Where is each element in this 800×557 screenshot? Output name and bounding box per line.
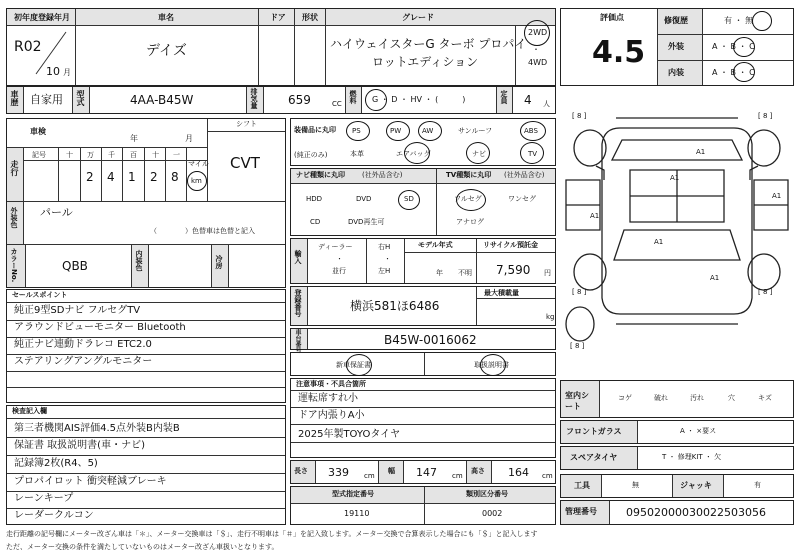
width-unit: cm [452, 472, 463, 480]
svg-text:[ 8 ]: [ 8 ] [758, 288, 773, 296]
caution-0: 運転席すれ小 [298, 393, 358, 404]
tv-fullseg: フルセグ [454, 195, 482, 203]
shape-label: 形状 [302, 13, 318, 22]
length-label: 長さ [294, 467, 308, 475]
digit-label-5: 十 [152, 151, 159, 159]
max-load-unit: kg [546, 313, 555, 321]
equip-tv: TV [528, 150, 538, 158]
sales-point-3: ステアリングアングルモニター [14, 356, 153, 367]
equipment-label: 装備品に丸印 [294, 126, 336, 134]
new-car-warranty: 新車保証書 [336, 361, 371, 369]
color-label: 外装色 [10, 207, 18, 228]
svg-text:A1: A1 [654, 238, 664, 246]
door-label: ドア [270, 13, 286, 22]
interior-grades: A ・ B ・ C [712, 68, 755, 77]
model-year-unknown: 不明 [458, 269, 472, 277]
caution-1: ドア内張りA小 [298, 410, 365, 421]
mgmt-number-label: 管理番号 [565, 507, 597, 516]
grade-line2: ロットエディション [372, 55, 479, 69]
tv-type-note: (社外品含む) [504, 171, 545, 179]
tv-type-label: TV種類に丸印 [446, 171, 492, 179]
equipment-sublabel: (純正のみ) [294, 151, 328, 159]
equip-ps: PS [352, 127, 361, 135]
handle-left: 左H [378, 267, 391, 275]
svg-text:[ 8 ]: [ 8 ] [572, 288, 587, 296]
length-value: 339 [328, 466, 349, 479]
svg-text:[ 8 ]: [ 8 ] [572, 112, 587, 120]
svg-text:A1: A1 [590, 212, 600, 220]
exterior-grades: A ・ B ・ C [712, 42, 755, 51]
drive-sep: ・ [532, 45, 540, 54]
digit-label-6: 一 [173, 151, 180, 159]
svg-text:[ 8 ]: [ 8 ] [758, 112, 773, 120]
usage-value: 自家用 [30, 93, 63, 106]
registration-label: 登録番号 [294, 289, 302, 317]
sheet-opt-2: 汚れ [690, 394, 704, 402]
cautions-label: 注意事項・不具合箇所 [296, 380, 366, 388]
svg-text:A1: A1 [772, 192, 782, 200]
car-name-label: 車名 [158, 13, 174, 22]
handle-right: 右H [378, 243, 391, 251]
mile-label: マイル [188, 160, 209, 168]
sales-point-1: アラウンドビューモニター Bluetooth [14, 322, 186, 333]
navi-dvd-play: DVD再生可 [348, 218, 385, 226]
inspection-label: 車検 [30, 127, 46, 136]
equip-sunroof: サンルーフ [458, 127, 493, 135]
shift-value: CVT [230, 154, 260, 172]
inspection-year-unit: 年 [130, 134, 138, 143]
navi-dvd: DVD [356, 195, 372, 203]
handle-sep: ・ [384, 255, 391, 263]
inspector-note-2: 記録簿2枚(R4、5) [14, 458, 98, 469]
cooler-label: 冷房 [215, 255, 223, 269]
car-diagram [560, 110, 794, 365]
color-no-label: カラーNo. [10, 248, 18, 283]
registration-value: 横浜581ほ6486 [350, 299, 440, 313]
equip-aw: AW [422, 127, 434, 135]
height-label: 高さ [471, 467, 485, 475]
grade-label: グレード [402, 13, 434, 22]
model-value: 4AA-B45W [130, 93, 194, 107]
category-number-value: 0002 [482, 509, 503, 518]
digit-3: 1 [128, 170, 136, 184]
navi-hdd: HDD [306, 195, 323, 203]
spare-tire-options: T ・ 修理KIT ・ 欠 [662, 453, 722, 461]
sheet-opt-4: キズ [758, 394, 772, 402]
first-reg-label: 初年度登録年月 [14, 13, 70, 22]
inspector-note-0: 第三者機関AIS評価4.5点外装B内装B [14, 423, 180, 434]
sheet-opt-0: コゲ [618, 394, 632, 402]
sheet-opt-3: 穴 [728, 394, 735, 402]
chassis-value: B45W-0016062 [384, 333, 477, 347]
model-year-unit: 年 [436, 269, 443, 277]
recycle-value: 7,590 [496, 263, 531, 277]
displacement-label: 排気量 [250, 88, 258, 109]
equip-airbag: エアバッグ [396, 150, 431, 158]
interior-label: 内装 [668, 68, 684, 77]
width-label: 幅 [388, 467, 395, 475]
sales-point-2: 純正ナビ連動ドラレコ ETC2.0 [14, 339, 152, 350]
digit-label-2: 万 [87, 151, 94, 159]
sheet-opt-1: 破れ [654, 394, 668, 402]
grade-line1: ハイウェイスターG ターボ プロパイ [330, 37, 527, 51]
inspector-note-1: 保証書 取扱説明書(車・ナビ) [14, 440, 145, 451]
svg-text:A1: A1 [696, 148, 706, 156]
equip-navi: ナビ [472, 150, 486, 158]
digit-5: 8 [171, 170, 179, 184]
height-value: 164 [508, 466, 529, 479]
spare-tire-label: スペアタイヤ [570, 453, 618, 462]
manual: 取扱説明書 [474, 361, 509, 369]
capacity-label: 定員 [500, 90, 508, 104]
height-unit: cm [542, 472, 553, 480]
tv-analog: アナログ [456, 218, 484, 226]
model-label: 型式 [76, 90, 85, 106]
caution-2: 2025年製TOYOタイヤ [298, 429, 401, 440]
model-year-label: モデル年式 [418, 241, 453, 249]
digit-2: 4 [107, 170, 115, 184]
first-reg-year: R02 [14, 39, 42, 55]
max-load-label: 最大積載量 [484, 289, 519, 297]
inspector-notes-label: 検査記入欄 [12, 407, 47, 415]
equip-abs: ABS [524, 127, 538, 135]
warranty-box [290, 352, 556, 376]
navi-sd: SD [404, 195, 414, 203]
first-reg-month: 10 [46, 65, 60, 78]
import-parallel: 並行 [332, 267, 346, 275]
svg-text:A1: A1 [670, 174, 680, 182]
displacement-value: 659 [288, 93, 311, 107]
km-label: km [191, 177, 202, 185]
color-no-value: QBB [62, 259, 88, 273]
inspector-note-4: レーンキープ [14, 493, 74, 504]
tv-oneseg: ワンセグ [508, 195, 536, 203]
svg-text:A1: A1 [710, 274, 720, 282]
category-number-label: 類別区分番号 [466, 490, 508, 498]
svg-text:[ 8 ]: [ 8 ] [570, 342, 585, 350]
repair-options: 有 ・ 無 [724, 16, 754, 25]
mgmt-number-value: 09502000030022503056 [626, 506, 766, 519]
type-designation-label: 型式指定番号 [332, 490, 374, 498]
color-value: パール [40, 206, 73, 219]
inspection-month-unit: 月 [185, 134, 193, 143]
digit-label-1: 十 [66, 151, 73, 159]
inspector-note-5: レーダークルコン [14, 510, 94, 521]
inspector-note-3: プロパイロット 衝突軽減ブレーキ [14, 476, 167, 487]
footer-line1: 走行距離の記号欄にメーター改ざん車は「＊」、メーター交換車は「＄」、走行不明車は「＃」を記入致します。メーター交換で合算表示した場合にも「＄」と記入します [6, 530, 538, 538]
import-label: 輸入 [294, 250, 302, 264]
interior-sheet-label: 室内シート [565, 391, 589, 411]
windshield-options: A ・ ×要ス [680, 427, 717, 435]
equip-leather: 本革 [350, 150, 364, 158]
chassis-label: 車台番号 [294, 329, 301, 353]
digit-label-3: 千 [108, 151, 115, 159]
exterior-label: 外装 [668, 42, 684, 51]
length-unit: cm [364, 472, 375, 480]
first-reg-month-unit: 月 [63, 68, 71, 77]
digit-4: 2 [150, 170, 158, 184]
tools-label: 工具 [574, 481, 590, 490]
navi-type-label: ナビ種類に丸印 [296, 171, 345, 179]
width-value: 147 [416, 466, 437, 479]
capacity-unit: 人 [543, 100, 550, 108]
sales-point-0: 純正9型SDナビ フルセグTV [14, 305, 141, 316]
mileage-label: 走行 [10, 160, 19, 176]
navi-cd: CD [310, 218, 321, 226]
navi-type-note: (社外品含む) [362, 171, 403, 179]
tools-value: 無 [632, 481, 639, 489]
footer-line2: ただ、メーター交換の条件を満たしていないものはメーター改ざん車扱いとなります。 [6, 543, 279, 551]
displacement-unit: CC [332, 100, 342, 108]
jack-value: 有 [754, 481, 761, 489]
fuel-label: 燃料 [349, 90, 357, 104]
evaluation-score: 4.5 [592, 35, 646, 70]
usage-label: 車歴 [10, 90, 19, 106]
fuel-options: G ・ D ・ HV ・ ( ) [372, 95, 466, 104]
car-name: デイズ [146, 43, 187, 59]
digit-1: 2 [86, 170, 94, 184]
capacity-value: 4 [524, 93, 532, 107]
digit-label-0: 記号 [32, 151, 46, 159]
drive-4wd: 4WD [528, 58, 548, 67]
jack-label: ジャッキ [680, 481, 712, 490]
sales-points-label: セールスポイント [12, 291, 68, 299]
recycle-unit: 円 [544, 269, 551, 277]
import-dealer: ディーラー [318, 243, 353, 251]
drive-2wd: 2WD [528, 28, 548, 37]
equip-pw: PW [390, 127, 402, 135]
recycle-label: リサイクル預託金 [483, 241, 539, 249]
color-note: （ ）色替車は色替と記入 [150, 227, 255, 235]
windshield-label: フロントガラス [566, 427, 622, 436]
evaluation-label: 評価点 [600, 13, 624, 22]
repair-label: 修復歴 [664, 16, 688, 25]
interior-color-label: 内装色 [135, 250, 143, 271]
type-designation-value: 19110 [344, 509, 370, 518]
shift-label: シフト [236, 120, 257, 128]
import-sep: ・ [336, 255, 343, 263]
digit-label-4: 百 [130, 151, 137, 159]
